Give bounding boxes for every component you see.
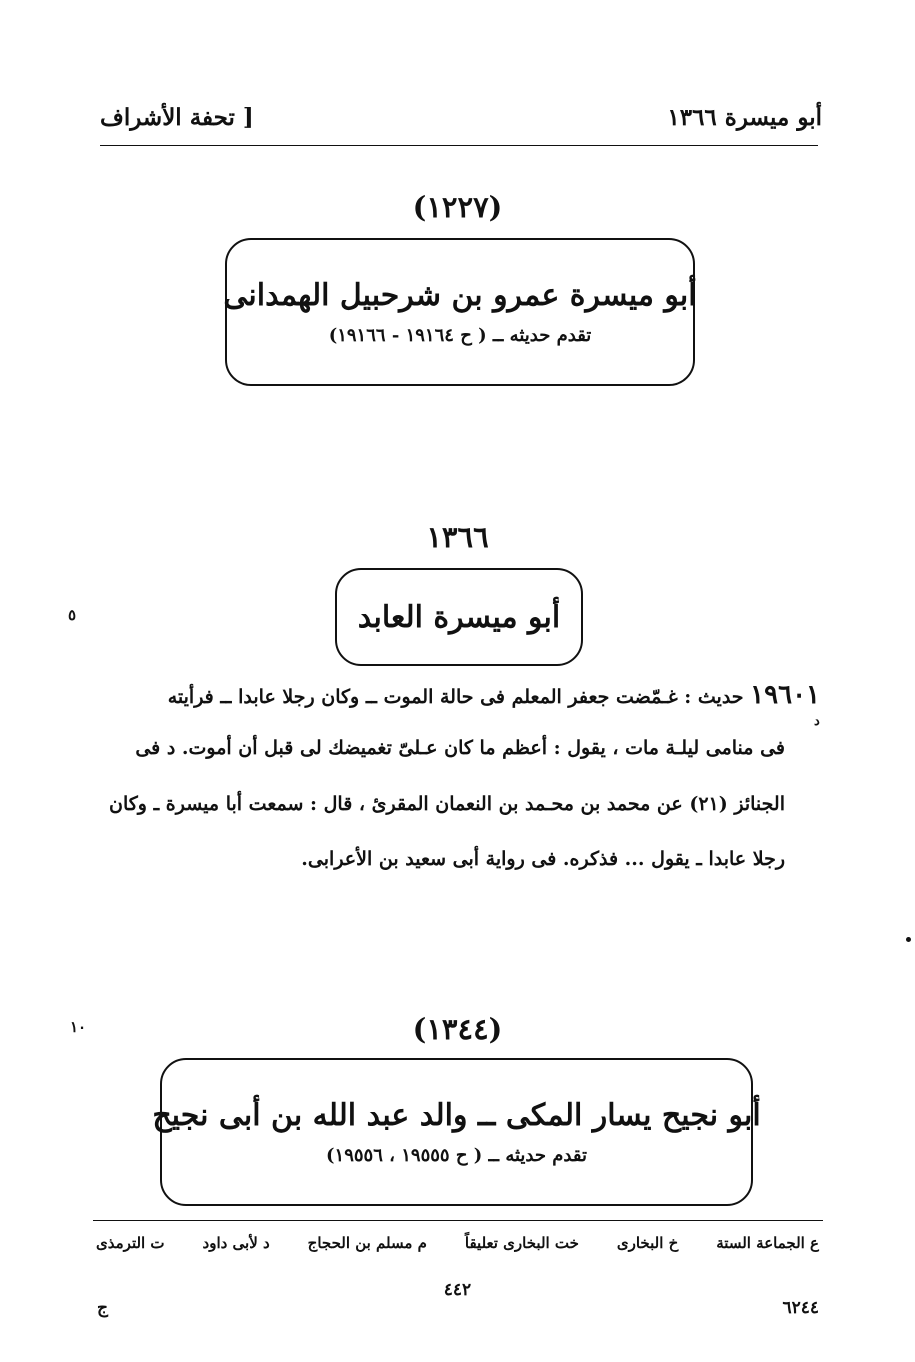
print-speck [906, 937, 911, 942]
running-header-right: أبو ميسرة ١٣٦٦ [667, 104, 822, 131]
hadith-text-line-2: فى منامى ليلـة مات ، يقول : أعظم ما كان عـلىّ تغميضك لى قبل أن أموت. د فى [135, 737, 785, 759]
legend-jamaa: ع الجماعة الستة [716, 1234, 819, 1252]
section-1-box [225, 238, 695, 386]
section-3-box [152, 1058, 761, 1206]
header-rule [100, 145, 818, 146]
hadith-side-mark: د [814, 714, 820, 729]
hadith-text-line-1: حديث : غـمّضت جعفر المعلم فى حالة الموت ــ وكان رجلا عابدا ــ فرأيته [167, 686, 744, 708]
page-number: ٤٤٢ [443, 1280, 472, 1300]
hadith-number: ١٩٦٠١ [750, 680, 820, 710]
footnote-legend [96, 1234, 819, 1252]
footer-code-right: ٦٢٤٤ [782, 1298, 819, 1318]
hadith-text-line-4: رجلا عابدا ـ يقول ... فذكره. فى رواية أبى سعيد بن الأعرابى. [301, 848, 785, 870]
legend-bukhari: خ البخارى [616, 1234, 679, 1252]
running-header-left: [ تحفة الأشراف [100, 104, 254, 131]
hadith-line-1 [168, 680, 820, 710]
section-3-name: أبو نجيح يسار المكى ــ والد عبد الله بن أبى نجيح [152, 1098, 761, 1133]
section-1-name: أبو ميسرة عمرو بن شرحبيل الهمدانى [223, 278, 697, 313]
section-3-ref: تقدم حديثه ــ ( ح ١٩٥٥٥ ، ١٩٥٥٦) [326, 1145, 587, 1166]
section-3-number: (١٣٤٤) [412, 1012, 503, 1046]
section-2-number: ١٣٦٦ [426, 520, 489, 554]
legend-abu-dawud: د لأبى داود [202, 1234, 270, 1252]
margin-line-number: ٥ [68, 606, 77, 624]
section-1-number: (١٢٢٧) [412, 190, 503, 224]
footer-code-left: ج [97, 1298, 108, 1318]
section-2-box [335, 568, 583, 666]
section-2-name: أبو ميسرة العابد [357, 599, 561, 635]
legend-bukhari-taliq: خت البخارى تعليقاً [464, 1234, 579, 1252]
legend-tirmidhi: ت الترمذى [96, 1234, 165, 1252]
margin-line-number-10: ١٠ [70, 1018, 87, 1036]
legend-muslim: م مسلم بن الحجاج [307, 1234, 427, 1252]
section-1-ref: تقدم حديثه ــ ( ح ١٩١٦٤ - ١٩١٦٦) [328, 325, 592, 346]
hadith-text-line-3: الجنائز (٢١) عن محمد بن محـمد بن النعمان المقرئ ، قال : سمعت أبا ميسرة ـ وكان [109, 793, 785, 815]
footnote-rule [93, 1220, 823, 1221]
